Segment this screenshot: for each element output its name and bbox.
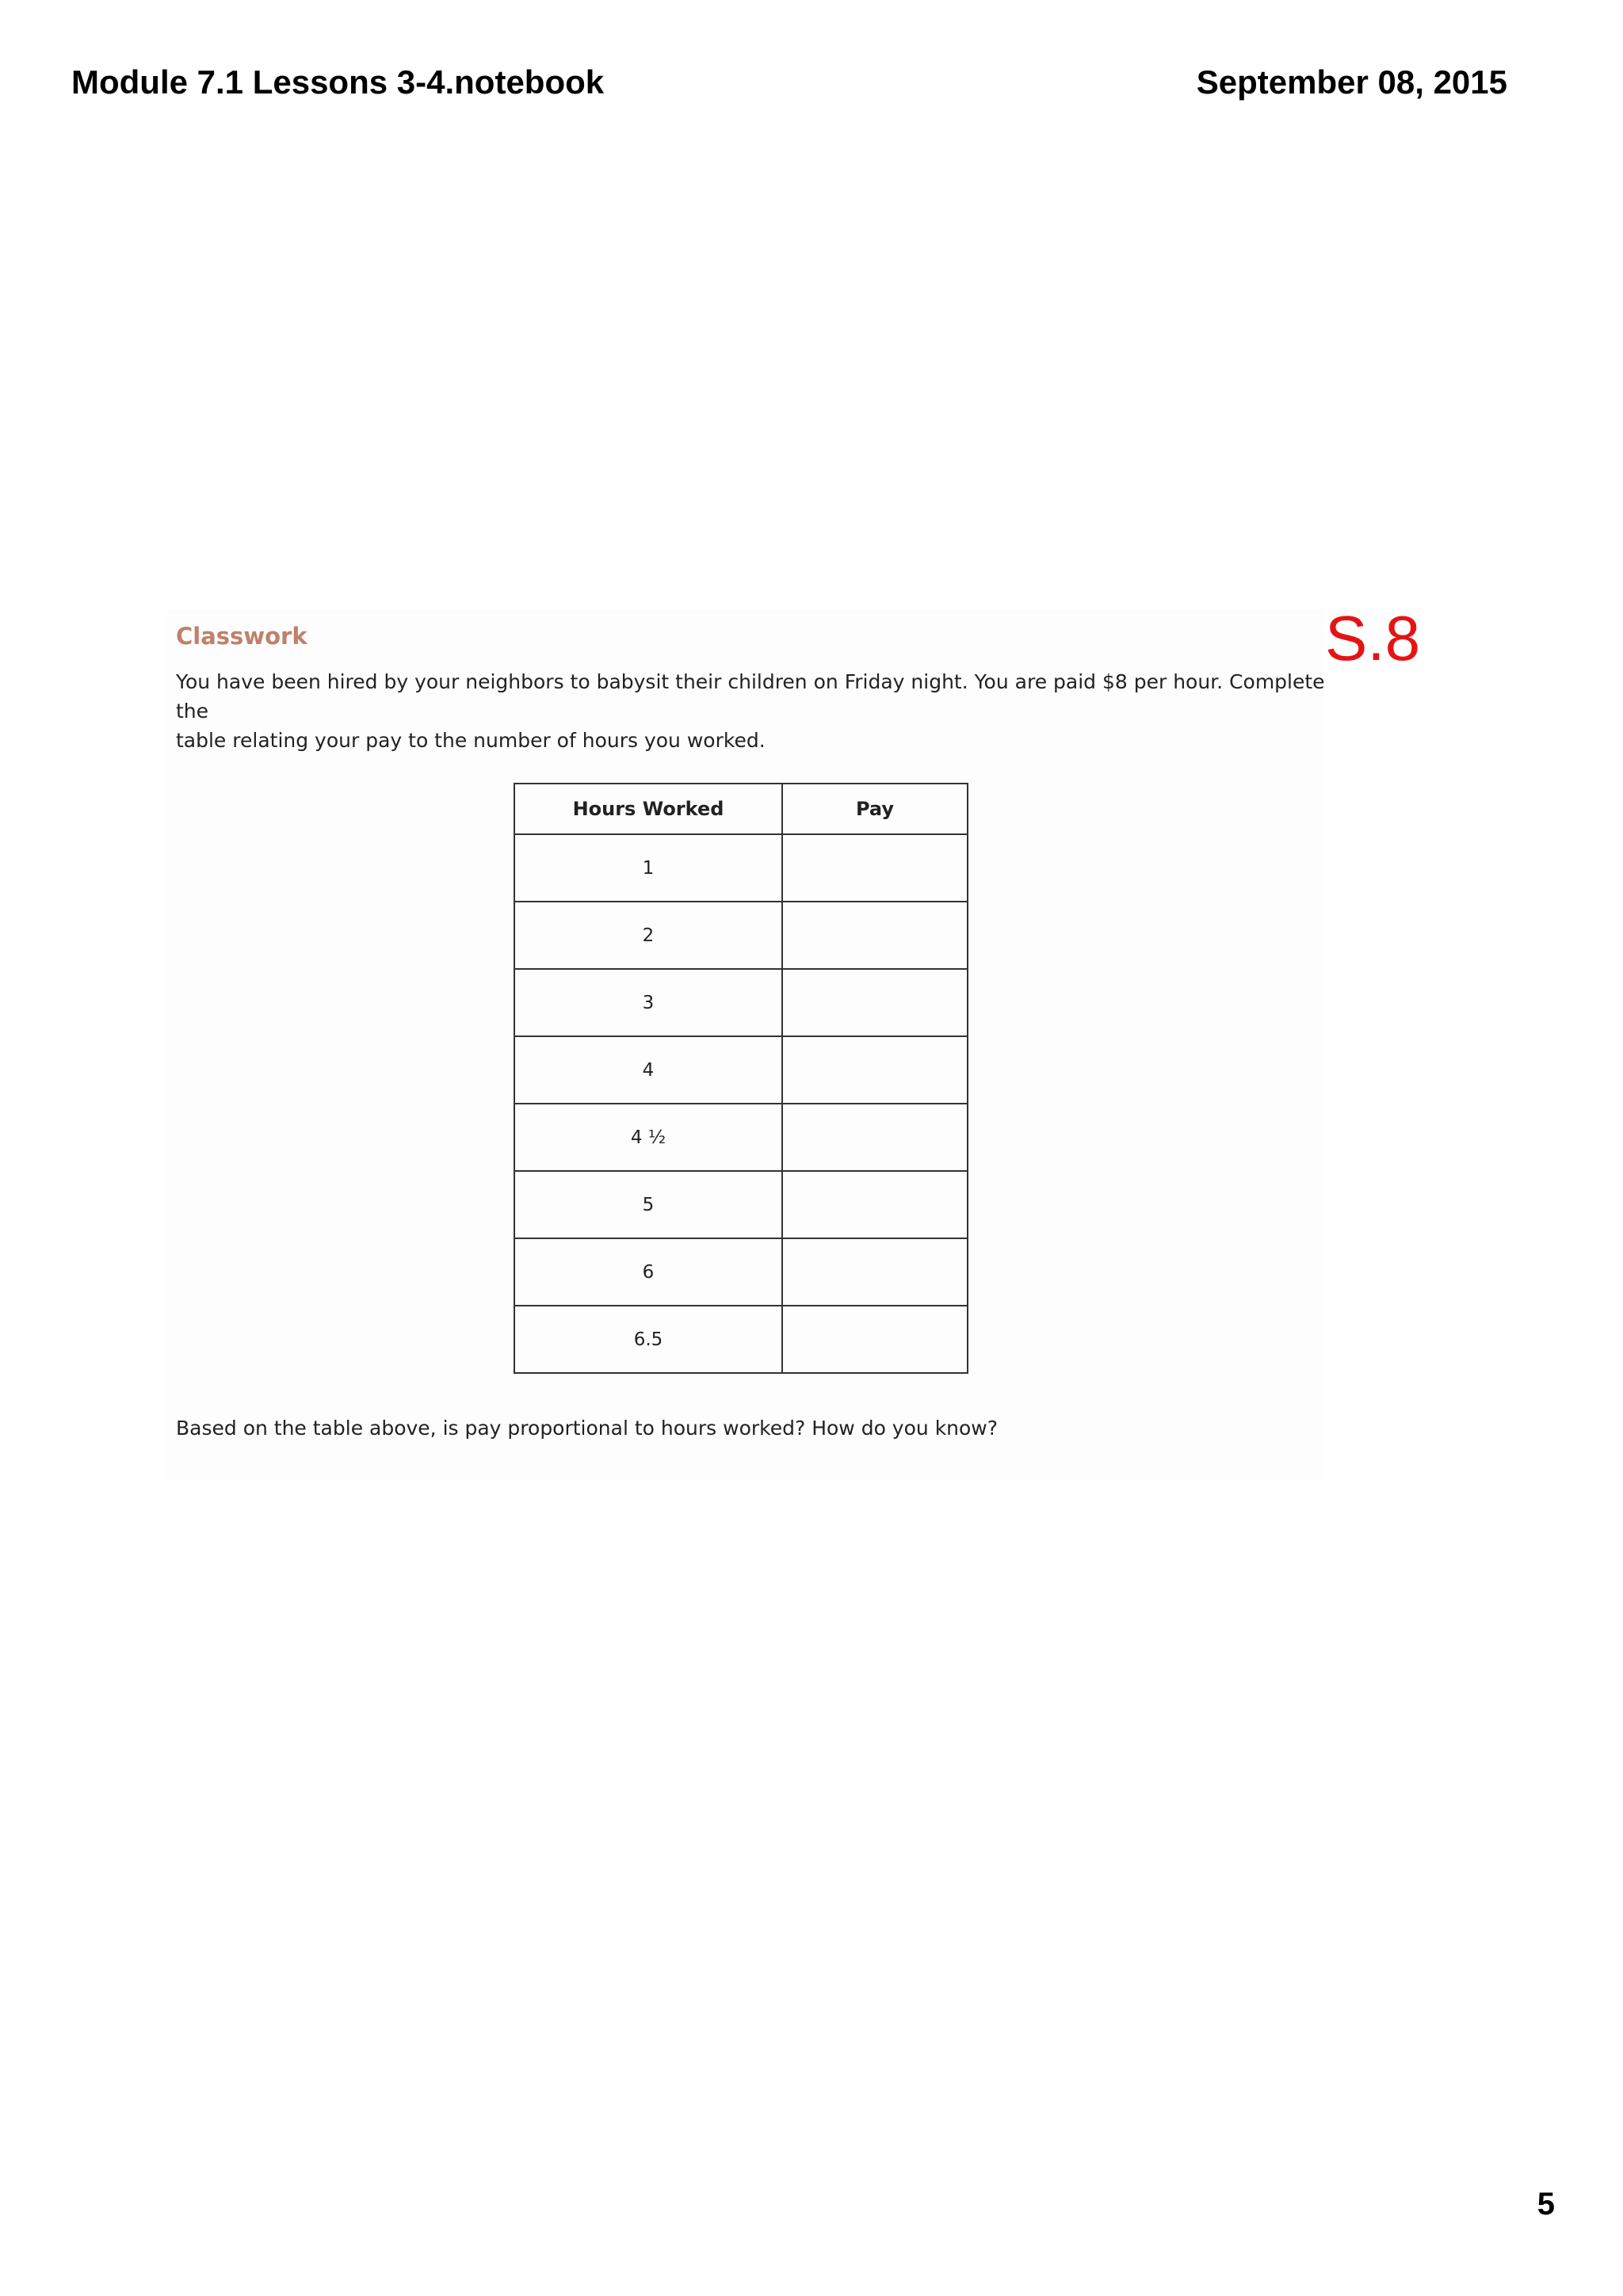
table-row: [514, 834, 968, 902]
hours-cell: 4: [514, 1036, 782, 1104]
hours-cell: 6.5: [514, 1306, 782, 1373]
hours-cell: 3: [514, 969, 782, 1036]
table-row: [514, 1306, 968, 1373]
pay-cell: [782, 1104, 968, 1171]
table-row: [514, 1238, 968, 1306]
hours-cell: 5: [514, 1171, 782, 1238]
pay-table: [514, 783, 968, 1374]
worksheet-image: [166, 610, 1323, 1482]
notebook-title: Module 7.1 Lessons 3-4.notebook: [71, 63, 605, 101]
table-row: [514, 969, 968, 1036]
hours-cell: 2: [514, 902, 782, 969]
hours-cell: 4 ½: [514, 1104, 782, 1171]
pay-cell: [782, 969, 968, 1036]
pay-cell: [782, 1036, 968, 1104]
instructions-line: table relating your pay to the number of hours you worked.: [176, 729, 766, 752]
pay-cell: [782, 1238, 968, 1306]
pay-cell: [782, 834, 968, 902]
page-date: September 08, 2015: [1196, 63, 1507, 101]
pay-cell: [782, 902, 968, 969]
pay-cell: [782, 1306, 968, 1373]
page-number: 5: [1537, 2187, 1555, 2222]
table-row: [514, 1104, 968, 1171]
table-header-row: [514, 784, 968, 834]
pay-cell: [782, 1171, 968, 1238]
hours-cell: 1: [514, 834, 782, 902]
column-header-hours: Hours Worked: [514, 784, 782, 834]
table-row: [514, 902, 968, 969]
proportional-question: Based on the table above, is pay proportional to hours worked? How do you know?: [176, 1417, 999, 1440]
pay-table-wrapper: [514, 783, 968, 1374]
hours-cell: 6: [514, 1238, 782, 1306]
slide-label: S.8: [1325, 603, 1421, 673]
instructions-text: [176, 667, 1333, 755]
classwork-heading: Classwork: [176, 623, 307, 650]
table-row: [514, 1171, 968, 1238]
column-header-pay: Pay: [782, 784, 968, 834]
table-row: [514, 1036, 968, 1104]
instructions-line: You have been hired by your neighbors to babysit their children on Friday night. You are paid $8 per hour. Complete the: [176, 670, 1325, 723]
